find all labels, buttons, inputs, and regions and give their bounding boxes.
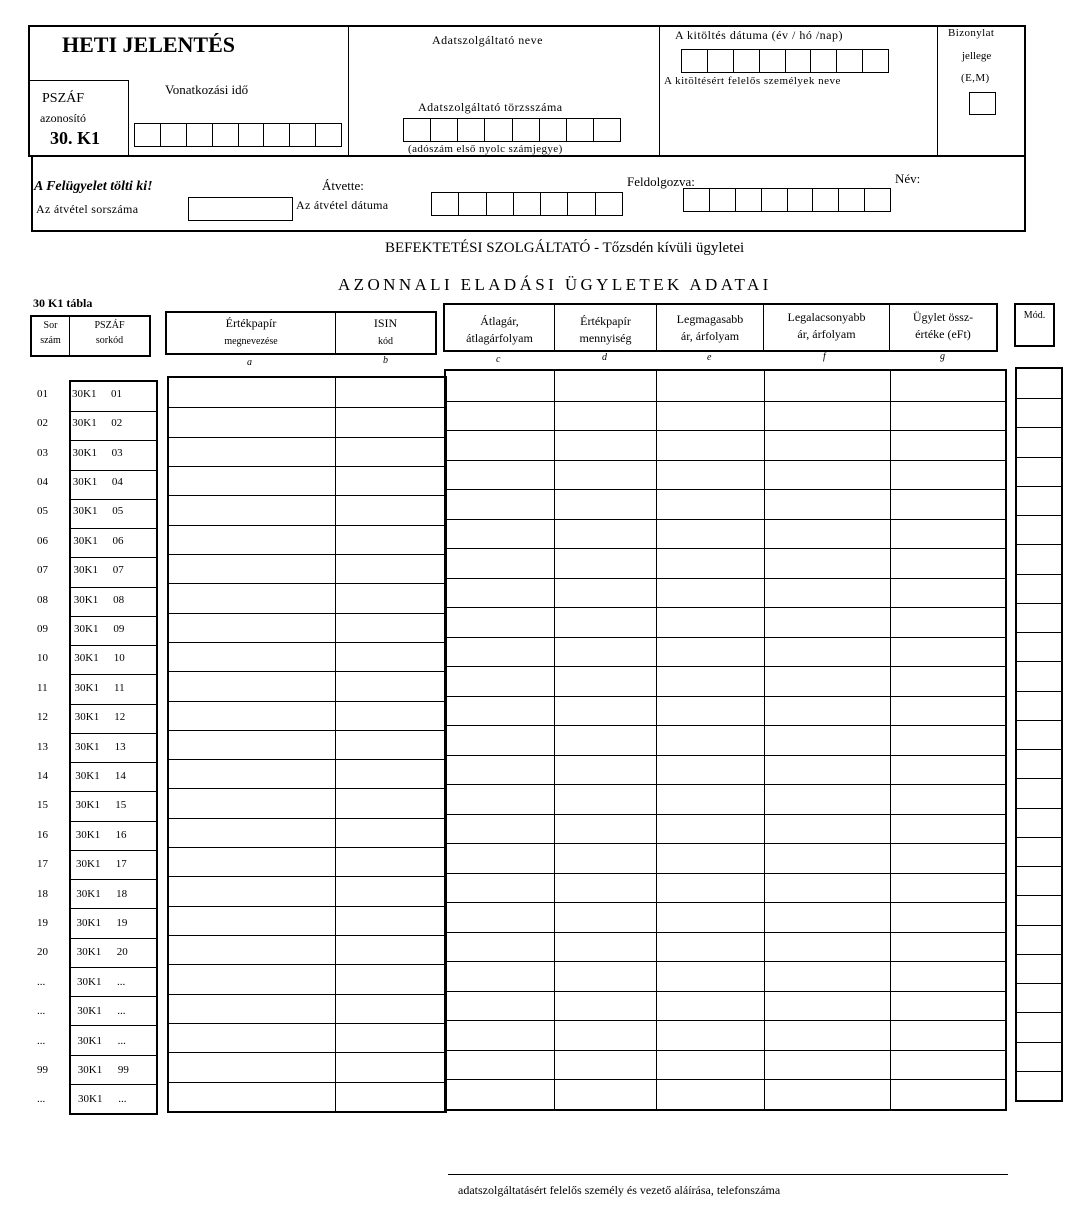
row-line xyxy=(1017,486,1061,487)
row-line xyxy=(446,519,1005,520)
row-line xyxy=(169,613,445,614)
fill-date-label: A kitöltés dátuma (év / hó /nap) xyxy=(675,28,843,42)
report-title: HETI JELENTÉS xyxy=(62,32,236,57)
row-line xyxy=(1017,1042,1061,1043)
row-number: ... xyxy=(37,1005,46,1018)
row-code: 30K1 xyxy=(75,799,100,812)
row-line xyxy=(446,961,1005,962)
row-line xyxy=(71,440,156,441)
serial-field[interactable] xyxy=(188,197,293,221)
row-code: 30K1 xyxy=(73,564,98,577)
row-code-sub: 13 xyxy=(114,740,126,753)
row-line xyxy=(1017,925,1061,926)
row-code: 30K1 xyxy=(76,916,101,929)
row-code-sub: 20 xyxy=(116,946,128,959)
subtitle: BEFEKTETÉSI SZOLGÁLTATÓ - Tőzsdén kívüli ügyletei xyxy=(385,240,745,256)
row-code: 30K1 xyxy=(74,711,100,724)
row-line xyxy=(71,587,156,588)
row-line xyxy=(1017,632,1061,633)
row-line xyxy=(446,932,1005,933)
row-code: 30K1 xyxy=(72,446,97,459)
azonosito-label: azonosító xyxy=(40,111,86,125)
row-line xyxy=(169,788,445,789)
letter-e: e xyxy=(707,352,712,363)
row-line xyxy=(1017,398,1061,399)
row-line xyxy=(446,991,1005,992)
row-line xyxy=(71,967,156,968)
row-line xyxy=(446,873,1005,874)
row-code-sub: 08 xyxy=(113,593,125,606)
col-c-1: Átlagár, xyxy=(480,314,519,328)
row-line xyxy=(169,701,445,702)
row-number: 01 xyxy=(37,387,48,400)
processed-label: Feldolgozva: xyxy=(627,174,695,189)
row-number: 10 xyxy=(37,652,48,665)
row-line xyxy=(1017,983,1061,984)
column-line xyxy=(764,371,765,1109)
row-code-sub: 18 xyxy=(116,887,128,900)
row-line xyxy=(446,489,1005,490)
row-number: 15 xyxy=(37,799,48,812)
row-number: ... xyxy=(37,1093,46,1106)
row-number: 17 xyxy=(37,858,48,871)
row-line xyxy=(169,407,445,408)
row-code-sub: 09 xyxy=(113,622,125,635)
row-number: 11 xyxy=(37,681,48,694)
provider-reg-field[interactable] xyxy=(403,118,621,142)
row-code: 30K1 xyxy=(77,975,102,988)
receipt-date-label: Az átvétel dátuma xyxy=(296,198,389,212)
row-line xyxy=(169,583,445,584)
row-line xyxy=(1017,866,1061,867)
row-line xyxy=(71,850,156,851)
bizonylat-label-3: (E,M) xyxy=(961,72,990,84)
row-number: ... xyxy=(37,1034,46,1047)
row-line xyxy=(1017,691,1061,692)
row-line xyxy=(71,470,156,471)
col-sor-2: szám xyxy=(40,334,61,346)
row-line xyxy=(1017,720,1061,721)
receipt-date-field[interactable] xyxy=(431,192,623,216)
letter-b: b xyxy=(383,355,388,366)
col-d-1: Értékpapír xyxy=(580,314,631,328)
row-code: 30K1 xyxy=(75,828,101,841)
row-code: 30K1 xyxy=(74,681,99,694)
row-line xyxy=(71,908,156,909)
row-number: 07 xyxy=(37,564,48,577)
row-number: 18 xyxy=(37,887,48,900)
row-line xyxy=(169,525,445,526)
fill-date-field[interactable] xyxy=(681,49,889,73)
row-line xyxy=(71,704,156,705)
column-line xyxy=(335,378,336,1111)
row-code-sub: 12 xyxy=(114,711,126,724)
col-sor-1: Sor xyxy=(43,320,58,331)
row-code: 30K1 xyxy=(74,622,99,635)
received-label: Átvette: xyxy=(322,178,364,193)
form-code: 30. K1 xyxy=(50,128,101,148)
row-line xyxy=(1017,749,1061,750)
col-f-1: Legalacsonyabb xyxy=(787,310,866,324)
row-line xyxy=(446,607,1005,608)
provider-reg-label: Adatszolgáltató törzsszáma xyxy=(418,100,563,114)
letter-g: g xyxy=(940,351,945,362)
row-line xyxy=(71,645,156,646)
column-line xyxy=(656,371,657,1109)
row-line xyxy=(446,401,1005,402)
row-code-sub: 05 xyxy=(112,505,124,518)
row-line xyxy=(1017,1012,1061,1013)
row-number: 05 xyxy=(37,505,48,518)
row-code: 30K1 xyxy=(76,887,101,900)
row-line xyxy=(446,430,1005,431)
row-number: ... xyxy=(37,975,46,988)
row-line xyxy=(71,499,156,500)
row-line xyxy=(169,554,445,555)
row-line xyxy=(1017,515,1061,516)
header-ab xyxy=(165,311,437,355)
row-line xyxy=(71,996,156,997)
column-line xyxy=(554,371,555,1109)
row-code-sub: 17 xyxy=(115,858,127,871)
row-code: 30K1 xyxy=(76,858,101,871)
row-code-sub: ... xyxy=(118,1093,127,1106)
row-line xyxy=(446,784,1005,785)
row-code: 30K1 xyxy=(75,740,100,753)
col-b-2: kód xyxy=(378,336,393,348)
row-code: 30K1 xyxy=(76,946,102,959)
row-line xyxy=(1017,837,1061,838)
header-mod xyxy=(1014,303,1055,347)
row-code: 30K1 xyxy=(73,534,98,547)
row-line xyxy=(71,821,156,822)
row-line xyxy=(446,460,1005,461)
row-line xyxy=(169,466,445,467)
letter-a: a xyxy=(247,357,252,368)
row-line xyxy=(71,762,156,763)
row-number: 20 xyxy=(37,946,48,959)
row-line xyxy=(71,1084,156,1085)
row-line xyxy=(446,1050,1005,1051)
row-code-sub: ... xyxy=(117,1005,126,1018)
row-line xyxy=(1017,778,1061,779)
name-label: Név: xyxy=(895,171,921,186)
row-line xyxy=(169,437,445,438)
row-code-sub: 16 xyxy=(115,828,127,841)
row-line xyxy=(169,935,445,936)
letter-d: d xyxy=(602,352,607,363)
row-code: 30K1 xyxy=(77,1063,103,1076)
row-line xyxy=(169,642,445,643)
col-g-2: értéke (eFt) xyxy=(915,327,971,342)
row-code: 30K1 xyxy=(73,505,98,518)
row-code-sub: 01 xyxy=(111,387,122,400)
row-line xyxy=(446,814,1005,815)
row-line xyxy=(1017,603,1061,604)
provider-name-label: Adatszolgáltató neve xyxy=(432,33,543,47)
row-number: 99 xyxy=(37,1063,48,1076)
pszaf-label: PSZÁF xyxy=(42,91,85,106)
row-line xyxy=(446,666,1005,667)
row-code-sub: 02 xyxy=(111,417,123,430)
row-line xyxy=(71,733,156,734)
row-line xyxy=(446,696,1005,697)
row-line xyxy=(71,1055,156,1056)
row-line xyxy=(71,938,156,939)
column-line xyxy=(890,371,891,1109)
row-number: 06 xyxy=(37,534,48,547)
row-code-sub: ... xyxy=(117,975,126,988)
col-a-1: Értékpapír xyxy=(225,316,277,330)
row-line xyxy=(1017,661,1061,662)
row-number: 03 xyxy=(37,446,48,459)
row-number: 02 xyxy=(37,417,48,430)
row-code: 30K1 xyxy=(75,769,100,782)
row-number: 09 xyxy=(37,622,48,635)
row-line xyxy=(446,637,1005,638)
row-code-sub: 15 xyxy=(115,799,127,812)
grid-cg xyxy=(444,369,1007,1111)
row-line xyxy=(71,528,156,529)
col-c-2: átlagárfolyam xyxy=(466,331,533,346)
col-a-2: megnevezése xyxy=(224,336,278,348)
row-line xyxy=(71,674,156,675)
row-line xyxy=(446,578,1005,579)
row-line xyxy=(1017,895,1061,896)
row-line xyxy=(1017,574,1061,575)
vonatkozasi-ido-field[interactable] xyxy=(134,123,342,147)
row-code-sub: 10 xyxy=(113,652,125,665)
row-line xyxy=(169,818,445,819)
row-line xyxy=(169,964,445,965)
bizonylat-label-1: Bizonylat xyxy=(948,27,995,39)
row-number: 04 xyxy=(37,475,48,488)
row-line xyxy=(1017,427,1061,428)
row-code-sub: 04 xyxy=(111,475,123,488)
col-f-2: ár, árfolyam xyxy=(797,327,856,342)
vonatkozasi-ido-label: Vonatkozási idő xyxy=(165,82,249,97)
bizonylat-label-2: jellege xyxy=(962,50,992,62)
row-line xyxy=(1017,954,1061,955)
row-line xyxy=(169,495,445,496)
row-line xyxy=(1017,544,1061,545)
row-line xyxy=(169,671,445,672)
row-line xyxy=(71,616,156,617)
row-code: 30K1 xyxy=(72,387,97,400)
header-sor-pszaf xyxy=(30,315,151,357)
table-label: 30 K1 tábla xyxy=(33,296,93,310)
row-line xyxy=(446,725,1005,726)
header-divider-3 xyxy=(937,25,938,157)
grid-mod xyxy=(1015,367,1063,1102)
col-b-1: ISIN xyxy=(373,316,398,330)
main-title: AZONNALI ELADÁSI ÜGYLETEK ADATAI xyxy=(338,275,772,294)
row-line xyxy=(71,557,156,558)
grid-ab xyxy=(167,376,447,1113)
row-line xyxy=(71,879,156,880)
row-line xyxy=(169,876,445,877)
col-g-1: Ügylet össz- xyxy=(912,310,974,324)
row-number: 13 xyxy=(37,740,48,753)
col-pszaf-1: PSZÁF xyxy=(94,320,125,331)
row-line xyxy=(169,730,445,731)
row-number: 14 xyxy=(37,769,48,782)
row-line xyxy=(169,906,445,907)
col-e-1: Legmagasabb xyxy=(676,312,744,326)
row-line xyxy=(169,847,445,848)
col-pszaf-2: sorkód xyxy=(95,334,124,346)
row-line xyxy=(169,994,445,995)
signature-label: adatszolgáltatásért felelős személy és vezető aláírása, telefonszáma xyxy=(458,1183,781,1197)
header-divider-pszaf xyxy=(128,80,129,157)
letter-f: f xyxy=(823,351,826,362)
row-line xyxy=(1017,457,1061,458)
row-number: 12 xyxy=(37,711,48,724)
row-code: 30K1 xyxy=(73,593,99,606)
row-line xyxy=(169,1052,445,1053)
row-line xyxy=(446,1020,1005,1021)
row-line xyxy=(1017,808,1061,809)
row-code-sub: 11 xyxy=(114,681,125,694)
responsible-label: A kitöltésért felelős személyek neve xyxy=(664,75,841,87)
row-code: 30K1 xyxy=(77,1005,102,1018)
col-mod: Mód. xyxy=(1023,310,1046,321)
bizonylat-field[interactable] xyxy=(969,92,996,115)
row-code-sub: 03 xyxy=(111,446,123,459)
col-d-2: mennyiség xyxy=(579,331,632,346)
row-line xyxy=(71,1025,156,1026)
row-code-sub: 19 xyxy=(116,916,128,929)
row-code: 30K1 xyxy=(77,1034,102,1047)
header-cg xyxy=(443,303,998,352)
row-line xyxy=(446,755,1005,756)
serial-label: Az átvétel sorszáma xyxy=(36,202,139,216)
row-number: 08 xyxy=(37,593,48,606)
row-code-sub: ... xyxy=(117,1034,126,1047)
signature-line xyxy=(448,1174,1008,1175)
row-line xyxy=(169,1023,445,1024)
row-line xyxy=(446,548,1005,549)
processed-field[interactable] xyxy=(683,188,891,212)
supervision-title: A Felügyelet tölti ki! xyxy=(34,179,153,194)
header-divider-2 xyxy=(659,25,660,157)
col-e-2: ár, árfolyam xyxy=(680,329,740,344)
letter-c: c xyxy=(496,354,501,365)
row-code: 30K1 xyxy=(72,417,97,430)
row-code: 30K1 xyxy=(74,652,99,665)
row-line xyxy=(71,411,156,412)
row-code: 30K1 xyxy=(72,475,98,488)
row-line xyxy=(71,791,156,792)
row-code-sub: 99 xyxy=(117,1063,129,1076)
row-line xyxy=(169,759,445,760)
header-title-divider xyxy=(28,80,129,81)
row-code-sub: 06 xyxy=(112,534,124,547)
row-line xyxy=(169,1082,445,1083)
row-line xyxy=(446,902,1005,903)
row-number: 16 xyxy=(37,828,48,841)
row-line xyxy=(1017,1071,1061,1072)
row-number: 19 xyxy=(37,916,48,929)
provider-reg-note: (adószám első nyolc számjegye) xyxy=(408,143,563,155)
header-divider-1 xyxy=(348,25,349,157)
row-code-sub: 07 xyxy=(112,564,124,577)
row-line xyxy=(446,843,1005,844)
row-line xyxy=(446,1079,1005,1080)
row-code-sub: 14 xyxy=(114,769,126,782)
row-code: 30K1 xyxy=(78,1093,103,1106)
